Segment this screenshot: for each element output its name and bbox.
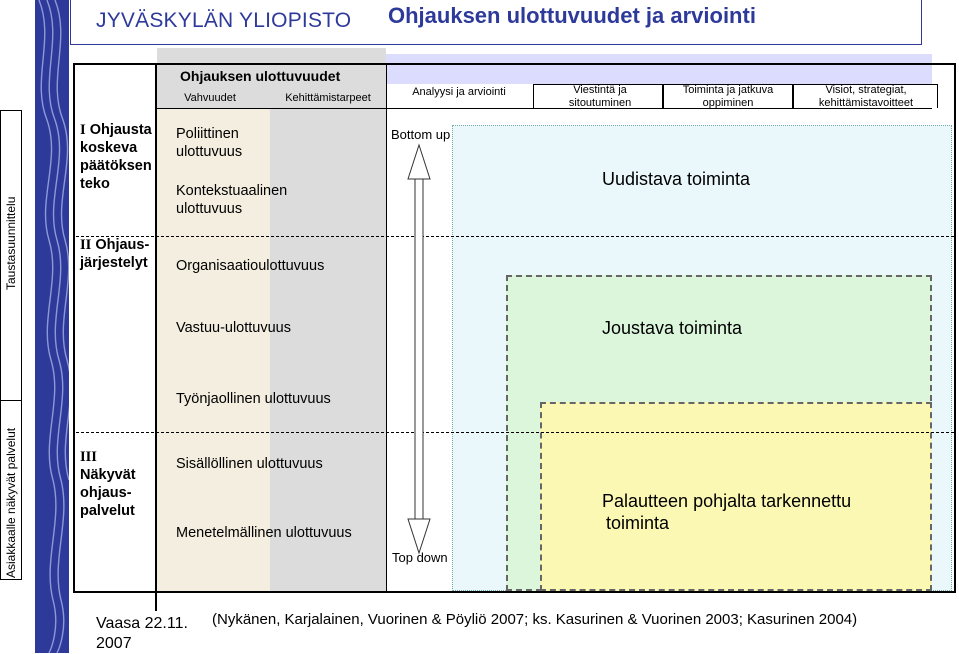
row-3-line1: Näkyvät bbox=[80, 467, 136, 483]
column-visiot bbox=[798, 84, 934, 110]
side-label-taustasuunnittelu: Taustasuunnittelu bbox=[4, 196, 18, 290]
row-1-line1: Ohjausta bbox=[89, 122, 152, 138]
row-1-line3: päätöksen bbox=[80, 158, 152, 174]
row-3-line3: palvelut bbox=[80, 503, 135, 519]
row-1-numeral: I bbox=[80, 122, 86, 138]
row-label-2 bbox=[80, 236, 149, 272]
side-label-divider bbox=[0, 400, 22, 401]
column-viestinta-line2: sitoutuminen bbox=[568, 97, 632, 109]
dimension-sisallollinen: Sisällöllinen ulottuvuus bbox=[176, 456, 323, 472]
side-label-box bbox=[0, 110, 22, 580]
column-visiot-line2: kehittämistavoitteet bbox=[818, 97, 914, 109]
row-1-line2: koskeva bbox=[80, 140, 138, 156]
arrow-bottom-label: Top down bbox=[392, 550, 448, 565]
dimension-poliittinen-line2: ulottuvuus bbox=[176, 144, 243, 160]
row-label-3 bbox=[80, 448, 136, 520]
column-main-heading: Ohjauksen ulottuvuudet bbox=[180, 68, 341, 84]
palaute-line1: Palautteen pohjalta tarkennettu bbox=[602, 491, 852, 511]
dimension-vastuu: Vastuu-ulottuvuus bbox=[176, 320, 291, 336]
column-visiot-line1: Visiot, strategiat, bbox=[825, 84, 907, 96]
wave-pattern-icon bbox=[35, 0, 69, 653]
column-toiminta-line1: Toiminta ja jatkuva bbox=[682, 84, 774, 96]
column-viestinta bbox=[540, 84, 660, 110]
row-1-line4: teko bbox=[80, 176, 110, 192]
page-title: Ohjauksen ulottuvuudet ja arviointi bbox=[388, 3, 756, 28]
divider-line bbox=[155, 63, 157, 611]
row-2-line1: Ohjaus- bbox=[95, 237, 150, 253]
dimension-poliittinen bbox=[176, 125, 242, 161]
column-toiminta bbox=[668, 84, 788, 110]
brand-band bbox=[35, 0, 69, 653]
column-analyysi: Analyysi ja arviointi bbox=[412, 86, 506, 98]
joustava-label: Joustava toiminta bbox=[602, 318, 743, 338]
palaute-label bbox=[602, 490, 851, 534]
uudistava-label: Uudistava toiminta bbox=[602, 169, 751, 189]
dimension-kontekstuaalinen bbox=[176, 182, 287, 218]
column-viestinta-line1: Viestintä ja bbox=[573, 84, 627, 96]
footer-date-line2: 2007 bbox=[96, 635, 132, 652]
row-2-line2: järjestelyt bbox=[80, 255, 148, 271]
column-vahvuudet: Vahvuudet bbox=[184, 92, 236, 104]
divider-line bbox=[386, 63, 387, 593]
row-3-numeral: III bbox=[80, 449, 97, 465]
dimension-tyonjaollinen: Työnjaollinen ulottuvuus bbox=[176, 391, 331, 407]
palaute-line2: toiminta bbox=[606, 513, 670, 533]
column-kehittamistarpeet: Kehittämistarpeet bbox=[285, 92, 371, 104]
row-3-line2: ohjaus- bbox=[80, 485, 132, 501]
arrow-top-label: Bottom up bbox=[391, 127, 451, 142]
dimension-organisaatio: Organisaatioulottuvuus bbox=[176, 258, 325, 274]
double-arrow-icon bbox=[404, 143, 434, 555]
footer-date bbox=[96, 614, 188, 654]
dimension-kontekstuaalinen-line1: Kontekstuaalinen bbox=[176, 183, 288, 199]
footer-citation: (Nykänen, Karjalainen, Vuorinen & Pöyliö 2007; ks. Kasurinen & Vuorinen 2003; Kasurinen 2004) bbox=[212, 611, 858, 628]
university-name: JYVÄSKYLÄN YLIOPISTO bbox=[96, 9, 352, 32]
footer-date-line1: Vaasa 22.11. bbox=[96, 615, 188, 632]
column-toiminta-line2: oppiminen bbox=[702, 97, 754, 109]
dimension-menetelmallinen: Menetelmällinen ulottuvuus bbox=[176, 525, 352, 541]
side-label-asiakkaalle: Asiakkaalle näkyvät palvelut bbox=[4, 427, 18, 578]
row-2-numeral: II bbox=[80, 237, 92, 253]
row-label-1 bbox=[80, 121, 152, 193]
row-separator bbox=[76, 432, 954, 433]
dimension-kontekstuaalinen-line2: ulottuvuus bbox=[176, 201, 243, 217]
dimension-poliittinen-line1: Poliittinen bbox=[176, 126, 239, 142]
row-separator bbox=[76, 236, 954, 237]
